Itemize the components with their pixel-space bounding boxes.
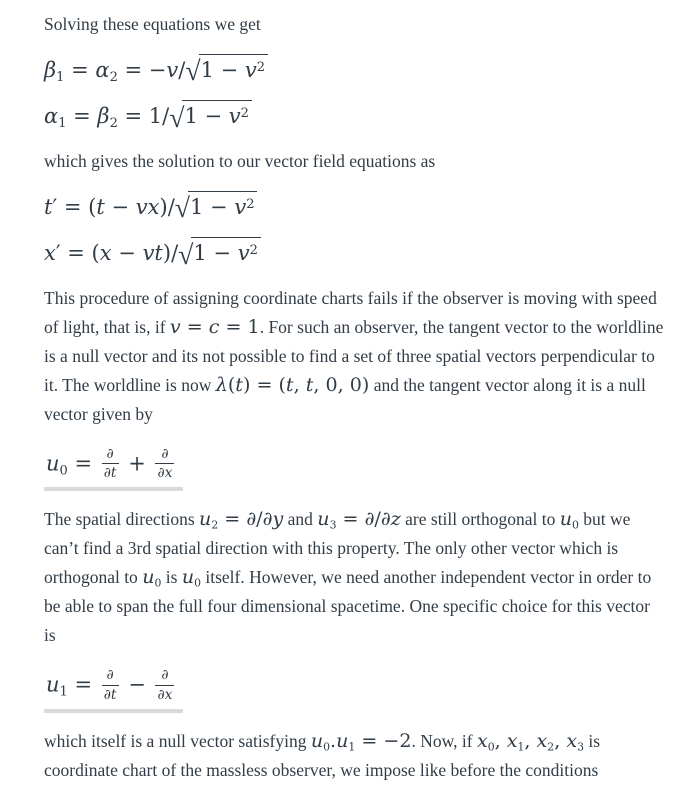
inline-math: 1 −	[184, 104, 229, 129]
inline-math: −	[111, 241, 143, 266]
fraction-numerator	[155, 445, 174, 463]
body-text: The spatial directions	[44, 509, 200, 530]
inline-math: x	[99, 241, 112, 266]
math-subscript: 1	[348, 740, 356, 754]
inline-math: +	[121, 451, 153, 476]
inline-math: u	[142, 566, 155, 589]
display-equation	[44, 100, 664, 131]
inline-math: x	[566, 730, 578, 752]
paragraph	[44, 284, 666, 429]
article-content	[44, 10, 664, 785]
radicand	[191, 237, 260, 268]
inline-math: u	[181, 566, 195, 589]
display-equation	[44, 237, 664, 268]
equation-body	[44, 664, 183, 713]
body-text: which itself is a null vector satisfying	[44, 731, 311, 751]
display-equation	[44, 443, 664, 492]
inline-math: ∂	[246, 508, 257, 531]
inline-math: β	[44, 58, 57, 82]
inline-math: =	[67, 451, 99, 476]
inline-math: 1 −	[190, 194, 235, 219]
body-text: This procedure of assigning coordinate charts fails if the observer is moving with speed of light, that is, if	[44, 287, 657, 337]
inline-math: =	[67, 672, 99, 697]
inline-math: = 1/	[117, 104, 170, 129]
inline-math: ∂x	[157, 686, 173, 703]
math-superscript: 2	[256, 60, 266, 76]
inline-math: vt	[142, 241, 163, 266]
square-root: $√1 - v^2$	[169, 104, 252, 128]
math-subscript: 0	[154, 576, 162, 590]
inline-math: v	[169, 315, 181, 338]
math-subscript: 2	[547, 740, 555, 754]
inline-math: ,	[494, 730, 507, 752]
radicand	[199, 54, 268, 85]
fraction	[155, 666, 174, 704]
inline-math: ′ = (	[52, 194, 97, 219]
inline-math: u	[310, 730, 324, 752]
inline-math: 1 −	[193, 241, 238, 266]
inline-math: v	[237, 241, 250, 266]
math-subscript: 1	[58, 116, 67, 132]
inline-math: v	[234, 194, 247, 219]
square-root: $√1 - v^2$	[178, 241, 261, 265]
fraction-denominator	[102, 463, 119, 482]
radicand	[182, 100, 251, 131]
inline-math: ,	[554, 730, 567, 752]
inline-math: v	[166, 58, 179, 82]
display-equation	[44, 664, 664, 713]
inline-math: x	[506, 730, 518, 752]
inline-math: c	[208, 315, 220, 338]
paragraph	[44, 727, 666, 785]
inline-math: =	[64, 58, 96, 82]
inline-math: )/	[159, 194, 175, 219]
inline-math: = 1	[219, 315, 260, 338]
inline-math: t	[285, 373, 294, 396]
inline-math: ) = (	[242, 373, 286, 396]
fraction	[155, 445, 174, 483]
inline-math: λ	[215, 373, 228, 396]
inline-math: /	[374, 508, 381, 531]
body-text: and	[283, 509, 318, 530]
inline-math: u	[46, 672, 60, 697]
inline-math: u	[199, 508, 212, 531]
inline-math: α	[44, 104, 59, 129]
math-subscript: 2	[211, 518, 219, 532]
body-text: but we can’t find a 3rd spatial direction with this property. The only other vector which is orthogonal to	[44, 509, 631, 588]
inline-math: ∂x	[157, 465, 173, 482]
math-superscript: 2	[240, 106, 249, 122]
inline-math: /	[178, 58, 186, 82]
inline-math: ∂t	[103, 465, 117, 482]
equation-body	[44, 237, 261, 268]
display-equation	[44, 54, 664, 85]
inline-math: =	[66, 104, 98, 129]
inline-math: ∂	[161, 445, 169, 462]
math-subscript: 0	[571, 518, 579, 532]
inline-math: v	[244, 58, 257, 82]
inline-math: .	[330, 730, 337, 752]
fraction-denominator	[155, 685, 174, 704]
inline-math: ∂y	[262, 508, 284, 531]
inline-math: ∂	[161, 667, 169, 684]
inline-math: , 0, 0)	[313, 373, 370, 396]
radicand	[188, 191, 257, 222]
equation-body	[44, 443, 183, 492]
inline-math: t	[235, 373, 243, 396]
inline-math: −	[121, 672, 153, 697]
body-text: are still orthogonal to	[400, 509, 560, 530]
display-equation	[44, 191, 664, 222]
equation-body	[44, 54, 268, 85]
inline-math: u	[46, 451, 60, 476]
inline-math: t	[96, 194, 105, 219]
inline-math: v	[228, 104, 241, 129]
inline-math: )/	[162, 241, 179, 266]
inline-math: vx	[135, 194, 160, 219]
fraction-denominator	[102, 685, 119, 704]
inline-math: ∂z	[380, 508, 401, 531]
fraction-numerator	[102, 666, 119, 684]
body-text: is coordinate chart of the massless observer, we impose like before the conditions	[44, 731, 601, 780]
math-subscript: 0	[59, 463, 68, 479]
body-text: . For such an observer, the tangent vector to the worldline is a null vector and its not possible to find a set of three spatial vectors perpendicular to it. The worldline is now	[44, 316, 664, 395]
inline-math: = −2	[355, 730, 412, 752]
fraction-denominator	[155, 463, 174, 482]
math-subscript: 1	[517, 740, 525, 754]
paragraph	[44, 505, 666, 650]
inline-math: =	[218, 508, 247, 531]
inline-math: ′ = (	[55, 241, 100, 266]
inline-math: /	[256, 508, 263, 531]
body-text: . Now, if	[411, 731, 477, 751]
math-subscript: 1	[56, 69, 65, 85]
body-text: and the tangent vector along it is a null vector given by	[44, 374, 646, 424]
inline-math: u	[559, 508, 572, 531]
inline-math: u	[336, 730, 349, 752]
math-subscript: 2	[109, 116, 118, 132]
inline-math: t	[305, 373, 314, 396]
inline-math: u	[317, 508, 330, 531]
square-root: $√1 - v^2$	[185, 58, 268, 82]
paragraph	[44, 147, 666, 176]
paragraph	[44, 10, 666, 39]
inline-math: ,	[293, 373, 306, 396]
math-superscript: 2	[249, 243, 258, 259]
equation-body	[44, 191, 257, 222]
inline-math: x	[476, 730, 488, 752]
inline-math: (	[227, 373, 236, 396]
inline-math: α	[95, 58, 110, 82]
inline-math: ∂	[106, 445, 114, 462]
inline-math: =	[180, 315, 209, 338]
inline-math: −	[104, 194, 136, 219]
inline-math: =	[336, 508, 365, 531]
fraction	[102, 445, 119, 483]
math-subscript: 3	[329, 518, 337, 532]
fraction	[102, 666, 119, 704]
body-text: which gives the solution to our vector field equations as	[44, 150, 436, 171]
math-subscript: 0	[487, 740, 495, 754]
math-subscript: 2	[109, 69, 118, 85]
body-text: itself. However, we need another independent vector in order to be able to span the full four dimensional spacetime. One specific choice for this vector is	[44, 567, 652, 646]
inline-math: x	[44, 241, 56, 266]
square-root: $√1 - v^2$	[175, 195, 258, 219]
math-subscript: 1	[59, 684, 68, 700]
math-subscript: 0	[194, 576, 201, 590]
inline-math: ∂t	[103, 686, 117, 703]
fraction-numerator	[102, 445, 119, 463]
inline-math: ∂	[364, 508, 375, 531]
inline-math: 1 −	[200, 58, 245, 82]
body-text: is	[161, 567, 182, 588]
inline-math: ,	[524, 730, 537, 752]
math-superscript: 2	[246, 197, 255, 213]
inline-math: ∂	[106, 667, 114, 684]
inline-math: x	[536, 730, 548, 752]
math-subscript: 0	[323, 740, 331, 754]
inline-math: β	[97, 104, 110, 129]
fraction-numerator	[155, 666, 174, 684]
body-text: Solving these equations we get	[44, 14, 261, 34]
math-subscript: 3	[577, 740, 584, 754]
inline-math: t	[44, 194, 53, 219]
equation-body	[44, 100, 252, 131]
inline-math: = −	[117, 58, 167, 82]
